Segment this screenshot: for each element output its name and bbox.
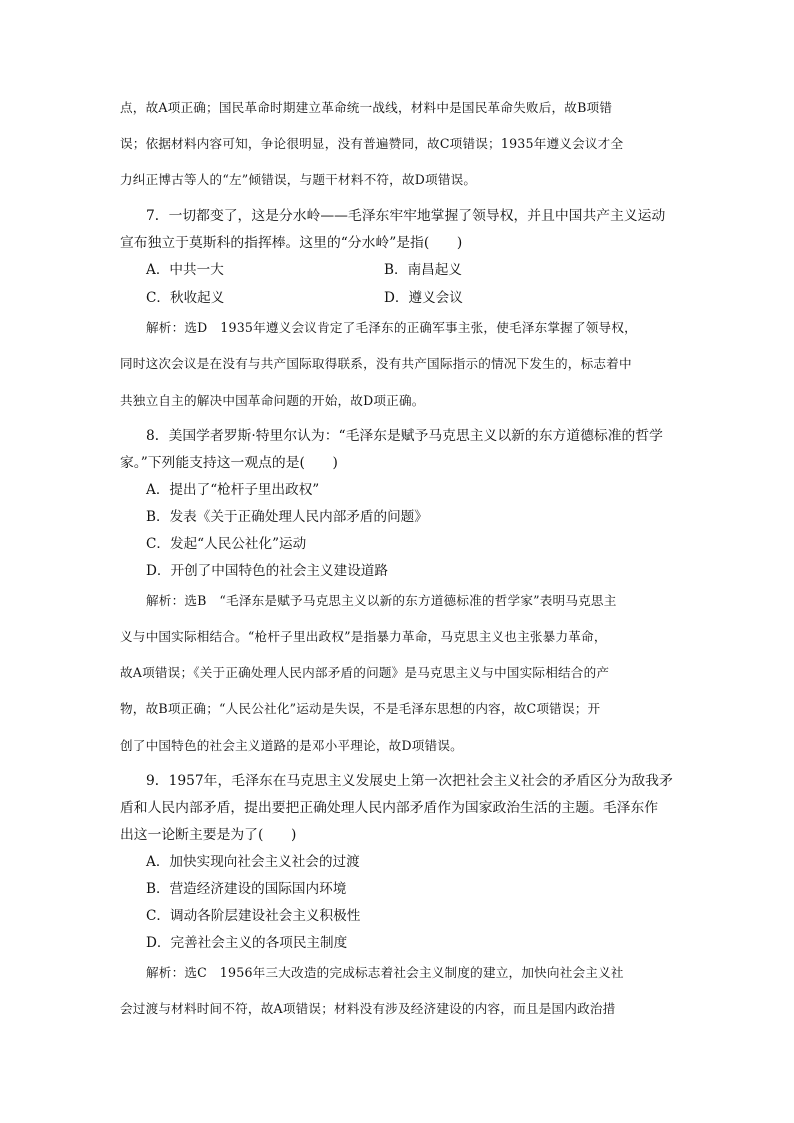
question-8-stem: 家。”下列能支持这一观点的是( ) [120,455,338,471]
question-7-option-a: A．中共一大 [146,262,224,278]
question-9-explanation: 解析：选C 1956年三大改造的完成标志着社会主义制度的建立，加快向社会主义社 [146,965,624,980]
explanation-line: 点，故A项正确；国民革命时期建立革命统一战线，材料中是国民革命失败后，故B项错 [120,100,613,115]
explanation-line: 误；依据材料内容可知，争论很明显，没有普遍赞同，故C项错误；1935年遵义会议才全 [120,136,624,151]
question-7-explanation: 共独立自主的解决中国革命问题的开始，故D项正确。 [120,393,425,408]
question-7-option-b: B．南昌起义 [384,262,462,278]
question-9-option-c: C．调动各阶层建设社会主义积极性 [146,908,361,924]
question-9-stem: 出这一论断主要是为了( ) [120,827,297,843]
question-8-explanation: 物，故B项正确；“人民公社化”运动是失误，不是毛泽东思想的内容，故C项错误；开 [120,701,601,716]
question-7-option-c: C．秋收起义 [146,290,225,306]
explanation-line: 力纠正博古等人的“左”倾错误，与题干材料不符，故D项错误。 [120,172,477,187]
question-9-option-a: A．加快实现向社会主义社会的过渡 [146,854,360,870]
question-7-option-d: D．遵义会议 [384,290,463,306]
question-7-stem: 7．一切都变了，这是分水岭——毛泽东牢牢地掌握了领导权，并且中国共产主义运动 [146,208,666,224]
question-8-explanation: 故A项错误；《关于正确处理人民内部矛盾的问题》是马克思主义与中国实际相结合的产 [120,665,610,680]
question-8-option-c: C．发起“人民公社化”运动 [146,536,307,552]
question-9-option-b: B．营造经济建设的国际国内环境 [146,881,347,897]
question-9-explanation: 会过渡与材料时间不符，故A项错误；材料没有涉及经济建设的内容，而且是国内政治措 [120,1001,616,1016]
question-9-option-d: D．完善社会主义的各项民主制度 [146,935,348,951]
question-7-explanation: 解析：选D 1935年遵义会议肯定了毛泽东的正确军事主张，使毛泽东掌握了领导权， [146,320,637,335]
question-9-stem: 9．1957年，毛泽东在马克思主义发展史上第一次把社会主义社会的矛盾区分为敌我矛 [146,773,673,789]
question-8-explanation: 解析：选B “毛泽东是赋予马克思主义以新的东方道德标准的哲学家”表明马克思主 [146,593,617,608]
question-8-explanation: 义与中国实际相结合。“枪杆子里出政权”是指暴力革命，马克思主义也主张暴力革命， [120,629,607,644]
question-8-option-a: A．提出了“枪杆子里出政权” [146,482,320,498]
question-9-stem: 盾和人民内部矛盾，提出要把正确处理人民内部矛盾作为国家政治生活的主题。毛泽东作 [120,800,659,816]
question-8-option-d: D．开创了中国特色的社会主义建设道路 [146,563,388,579]
question-7-explanation: 同时这次会议是在没有与共产国际取得联系，没有共产国际指示的情况下发生的，标志着中 [120,356,632,371]
question-7-stem: 宣布独立于莫斯科的指挥棒。这里的“分水岭”是指( ) [120,235,463,251]
question-8-option-b: B．发表《关于正确处理人民内部矛盾的问题》 [146,509,428,525]
question-8-stem: 8．美国学者罗斯·特里尔认为：“毛泽东是赋予马克思主义以新的东方道德标准的哲学 [146,428,663,444]
question-8-explanation: 创了中国特色的社会主义道路的是邓小平理论，故D项错误。 [120,738,463,753]
